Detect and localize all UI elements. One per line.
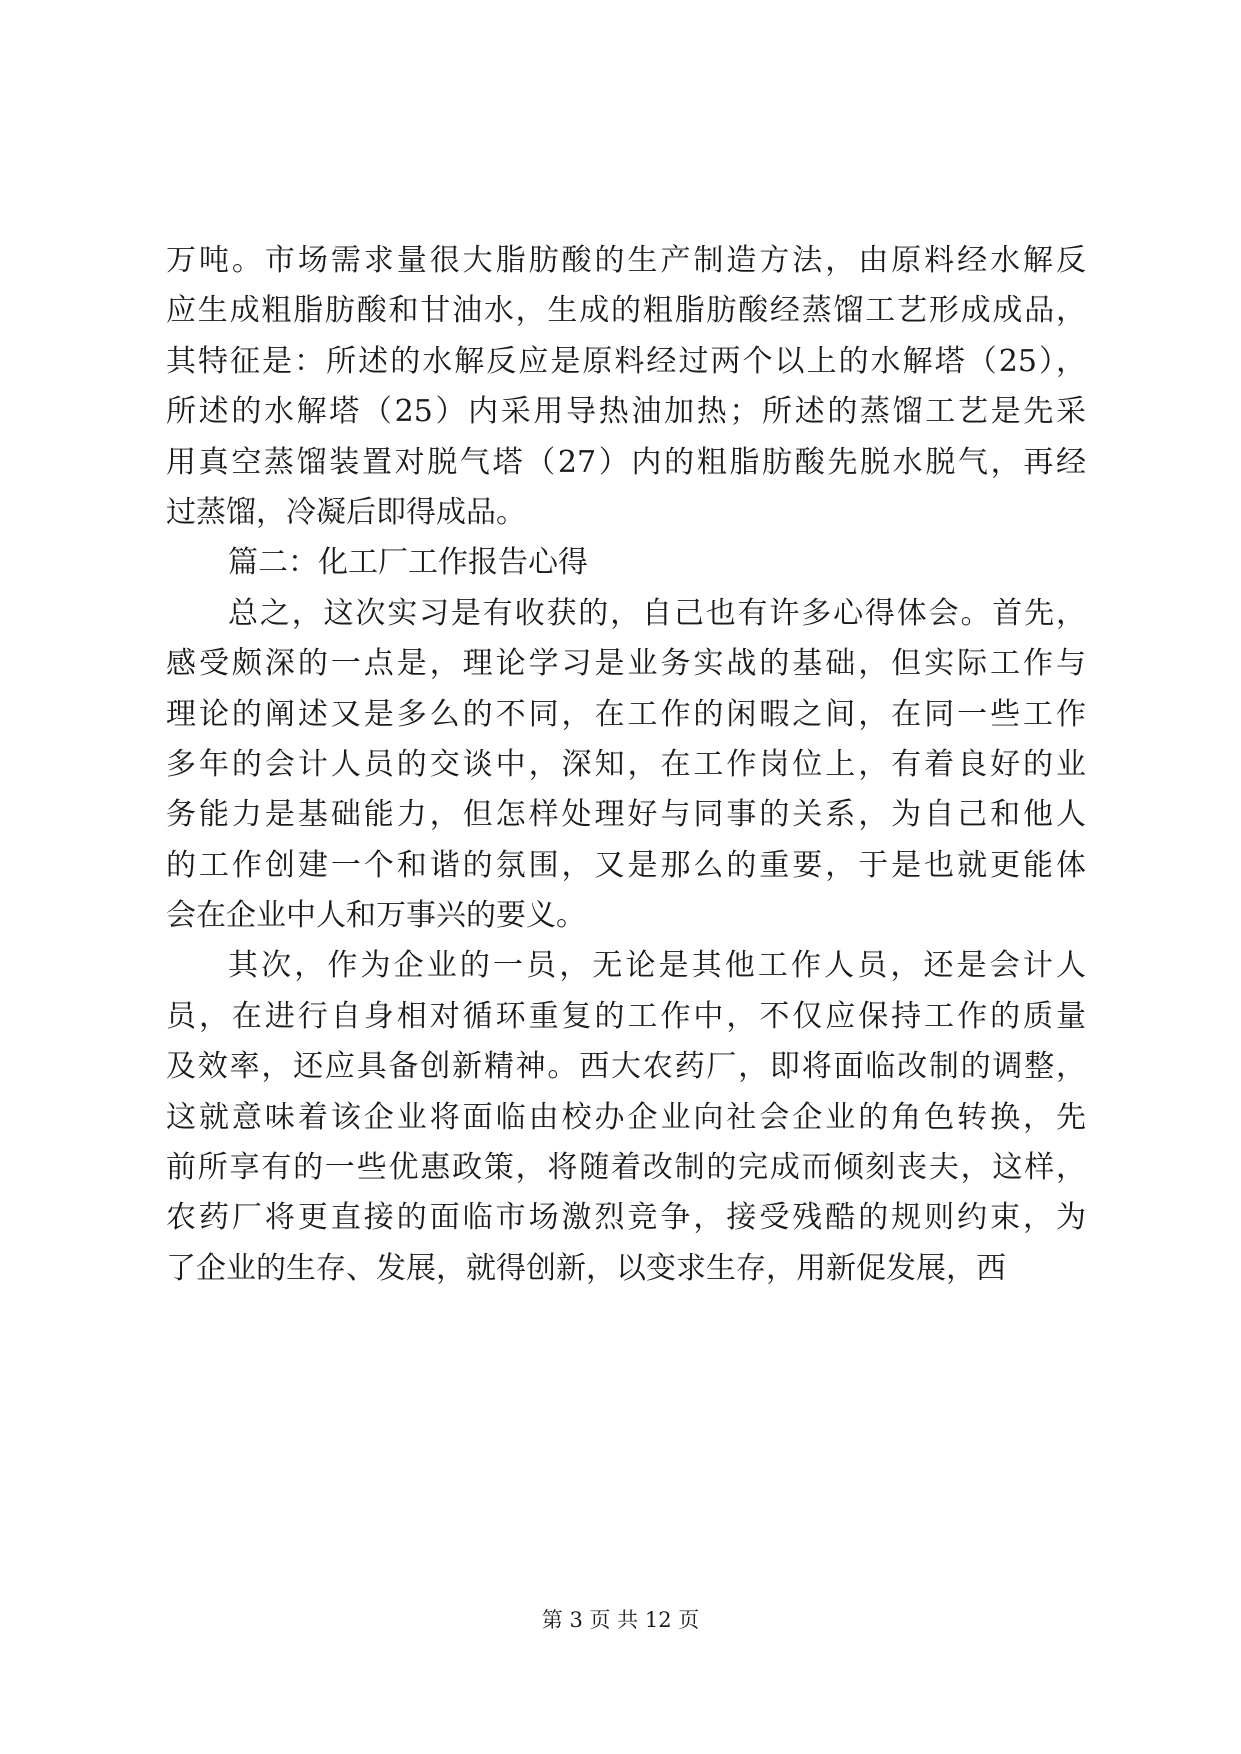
text-line: 农药厂将更直接的面临市场激烈竞争，接受残酷的规则约束，为 <box>166 1200 1086 1236</box>
text-line: 过蒸馏，冷凝后即得成品。 <box>166 494 526 530</box>
text-line: 应生成粗脂肪酸和甘油水，生成的粗脂肪酸经蒸馏工艺形成成品， <box>166 293 1086 329</box>
paragraph <box>166 538 1086 588</box>
section-heading: 篇二：化工厂工作报告心得 <box>228 545 588 581</box>
text-line: 万吨。市场需求量很大脂肪酸的生产制造方法，由原料经水解反 <box>166 243 1086 278</box>
text-line: 这就意味着该企业将面临由校办企业向社会企业的角色转换，先 <box>166 1099 1086 1135</box>
text-line: 理论的阐述又是多么的不同，在工作的闲暇之间，在同一些工作 <box>166 696 1086 732</box>
text-line: 员，在进行自身相对循环重复的工作中，不仅应保持工作的质量 <box>166 998 1086 1034</box>
text-line: 其特征是：所述的水解反应是原料经过两个以上的水解塔（25）， <box>166 343 1086 379</box>
text-line: 会在企业中人和万事兴的要义。 <box>166 898 586 934</box>
paragraph <box>166 589 1086 942</box>
text-line: 总之，这次实习是有收获的，自己也有许多心得体会。首先， <box>228 595 1086 631</box>
body-text <box>166 236 1086 1294</box>
text-line: 用真空蒸馏装置对脱气塔（27）内的粗脂肪酸先脱水脱气，再经 <box>166 444 1086 480</box>
paragraph <box>166 941 1086 1294</box>
text-line: 其次，作为企业的一员，无论是其他工作人员，还是会计人 <box>228 948 1086 984</box>
text-line: 感受颇深的一点是，理论学习是业务实战的基础，但实际工作与 <box>166 646 1086 682</box>
text-line: 及效率，还应具备创新精神。西大农药厂，即将面临改制的调整， <box>166 1049 1086 1085</box>
text-line: 的工作创建一个和谐的氛围，又是那么的重要，于是也就更能体 <box>166 847 1086 883</box>
text-line: 了企业的生存、发展，就得创新，以变求生存，用新促发展，西 <box>166 1250 1006 1286</box>
text-line: 务能力是基础能力，但怎样处理好与同事的关系，为自己和他人 <box>166 797 1086 833</box>
text-line: 所述的水解塔（25）内采用导热油加热；所述的蒸馏工艺是先采 <box>166 394 1086 430</box>
paragraph <box>166 236 1086 538</box>
page-footer: 第 3 页 共 12 页 <box>541 1608 700 1632</box>
text-line: 多年的会计人员的交谈中，深知，在工作岗位上，有着良好的业 <box>166 746 1086 782</box>
text-line: 前所享有的一些优惠政策，将随着改制的完成而倾刻丧夫，这样， <box>166 1150 1086 1186</box>
